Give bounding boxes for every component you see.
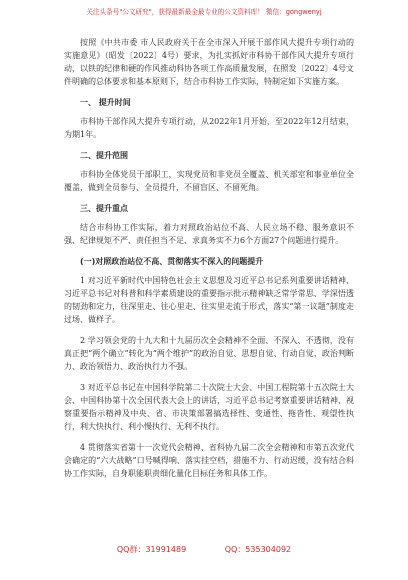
section-heading-scope: 二、提升范围	[80, 151, 128, 160]
section-heading-time: 一、 提升时间	[80, 98, 131, 107]
list-item-2: 2 学习领会党的十九大和十九届历次全会精神不全面、不深入、不透彻，没有真正把“两个确立”转化为“两个维护”的政治自觉、思想自觉、行动自觉，政治判断力、政治领悟力、政治执行力不强。	[64, 336, 354, 371]
section-heading-focus: 三、提升重点	[80, 204, 128, 213]
intro-paragraph: 按照《中共市委 市人民政府关于在全市深入开展干部作风大提升专项行动的实施意见》（昭发〔2022〕4号）要求，为扎实抓好市科协干部作风大提升专项行动，以铁的纪律和硬的作风推动科协各项工作高质量发展，在照发〔2022〕4号文件明确的总体要求和基本原则下，结合市科协工作实际，特制定如下实施方案。	[64, 38, 354, 86]
list-item-1: 1 对习近平新时代中国特色社会主义思想及习近平总书记系列重要讲话精神、习近平总书记对科普和科学素质建设的重要指示批示精神缺乏常学常思、学深悟透的韧劲和定力，往深里走、往心里走、往实里走流于形式，落实“第一议题”制度走过场、做样子。	[64, 276, 354, 324]
subsection-heading: (一)对照政治站位不高、贯彻落实不深入的问题提升	[80, 257, 264, 266]
section-body-scope: 市科协全体党员干部职工，实现党员和非党员全覆盖、机关部室和事业单位全覆盖，做到全员参与、全员提升，不留盲区、不留死角。	[64, 170, 354, 192]
footer-qq-group: QQ群：31991489	[116, 545, 187, 554]
document-body	[64, 36, 354, 480]
footer-qq: QQ：535304092	[224, 545, 292, 554]
section-body-time: 市科协干部作风大提升专项行动，从2022年1月开始，至2022年12月结束，为期1年。	[64, 117, 354, 139]
page-footer	[0, 544, 408, 555]
section-body-focus: 结合市科协工作实际，着力对照政治站位不高、人民立场不稳、服务意识不强、纪律规矩不严、责任担当不足、求真务实不力6个方面27个问题进行提升。	[64, 223, 354, 245]
list-item-4: 4 贯彻落实省第十一次党代会精神、省科协九届二次全会精神和市第五次党代会确定的“六大战略”口号喊得响、落实挂空档，措施不力、行动迟缓，没有结合科协工作实际，自身职能职责细化量化目标任务和具体工作。	[64, 443, 354, 478]
list-item-3: 3 对近平总书记在中国科学院第二十次院士大会、中国工程院第十五次院士大会、中国科协第十次全国代表大会上的讲话，习近平总书记考察重要讲话精神、视察重要指示精神及中央、省、市决策部署搞选择性、变通性、拖沓性、观望性执行，利大快执行、利小慢执行、无利不执行。	[64, 383, 354, 431]
page-header-banner: 关注头条号"公文研究"，获得最新最全最专业的公文资料库！ 微信：gongwenyj	[86, 8, 322, 16]
